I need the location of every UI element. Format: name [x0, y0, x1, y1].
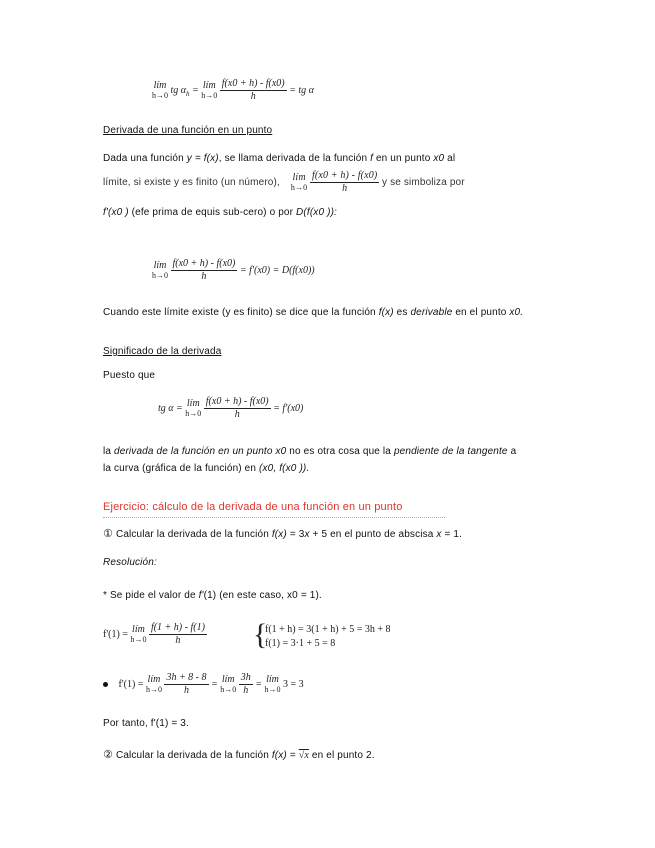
emphasis-derivable: derivable [410, 307, 453, 318]
lim-sub: h→0 [290, 182, 308, 192]
function-notation: f(x) [378, 307, 394, 318]
circled-one-icon: ① [103, 527, 114, 540]
equation-limit-tangent [152, 78, 314, 103]
derivable-paragraph [103, 307, 523, 318]
emphasis-pendiente: pendiente de la tangente [393, 446, 508, 457]
function-notation: y = f(x) [186, 153, 219, 164]
significado-line-1 [103, 446, 516, 457]
lim-sub: h→0 [201, 90, 218, 100]
text: a [507, 446, 517, 457]
fraction-denominator: h [183, 685, 189, 696]
tg-alpha: tg α [170, 84, 187, 96]
significado-line-2 [103, 463, 309, 474]
text: Cuando este límite existe (y es finito) se dice que la función [103, 307, 379, 318]
se-pide-line [103, 590, 322, 601]
text: y se simboliza por [382, 176, 465, 188]
text: Calcular la derivada de la función [113, 750, 272, 761]
exercise-item-2 [103, 748, 375, 761]
text: la curva (gráfica de la función) en [103, 463, 260, 474]
point-symbol: x0. [509, 307, 524, 318]
equation-rhs: = f'(x0) [273, 402, 304, 414]
lim-sub: h→0 [220, 684, 237, 694]
definition-line-3 [103, 207, 337, 218]
lim-sub: h→0 [152, 270, 168, 280]
sqrt-expression: √x [298, 750, 309, 761]
equation-lhs: f'(1) = [103, 628, 128, 640]
equation-tangent-derivative [158, 396, 303, 421]
fraction-denominator: h [342, 183, 348, 194]
lim-word: lím [147, 673, 161, 685]
text: Calcular la derivada de la función [113, 529, 272, 540]
equation-f-prime-1-setup [103, 622, 207, 647]
equals: = [211, 678, 218, 690]
text: (1) (en este caso, x0 = 1). [203, 590, 322, 601]
fraction-numerator: f(1 + h) - f(1) [150, 622, 205, 633]
variable: x [436, 529, 442, 540]
text: , se llama derivada de la función [218, 153, 371, 164]
emphasis-derivada: derivada de la función en un punto [114, 446, 276, 457]
text: + 5 en el punto de abscisa [309, 529, 437, 540]
lim-sub: h→0 [145, 684, 162, 694]
resolucion-label: Resolución: [103, 557, 157, 568]
text: no es otra cosa que la [286, 446, 394, 457]
equation-lhs: f'(1) = [118, 678, 144, 690]
equation-rhs: 3 = 3 [283, 678, 304, 690]
brace-symbol: { [253, 618, 268, 651]
lim-word: lím [202, 79, 216, 91]
text: límite, si existe y es finito (un número), [103, 176, 280, 188]
text: la [103, 446, 115, 457]
lim-word: lím [292, 171, 306, 183]
tg-sub: h [186, 89, 190, 98]
equals: = [255, 678, 263, 690]
definition-line-1 [103, 153, 455, 164]
text: * Se pide el valor de [103, 590, 199, 601]
text: al [444, 153, 456, 164]
lim-word: lím [186, 397, 200, 409]
point-coordinates: (x0, f(x0 )). [259, 463, 310, 474]
text: (efe prima de equis sub-cero) o por [131, 207, 297, 218]
variable: x [304, 529, 310, 540]
brace-case-2: f(1) = 3·1 + 5 = 8 [265, 638, 336, 649]
heading-derivada-punto: Derivada de una función en un punto [103, 125, 273, 136]
lim-sub: h→0 [264, 684, 281, 694]
fraction-denominator: h [243, 685, 249, 696]
text: = 1. [441, 529, 463, 540]
fraction-denominator: h [234, 409, 240, 420]
function-notation: f(x) [271, 750, 287, 761]
exercise-title: Ejercicio: cálculo de la derivada de una función en un punto [103, 501, 403, 513]
equation-f-prime-1-result [103, 672, 304, 697]
fraction-numerator: 3h [240, 672, 251, 683]
lim-sub: h→0 [152, 90, 168, 100]
fraction-denominator: h [250, 91, 256, 102]
fraction-denominator: h [175, 635, 181, 646]
derivative-notation-d: D(f(x0 )): [296, 207, 337, 218]
function-notation: f(x) [271, 529, 287, 540]
fraction-denominator: h [201, 271, 207, 282]
text: Dada una función [103, 153, 187, 164]
equals: = [192, 84, 199, 96]
equation-derivative-definition [152, 258, 315, 283]
equation-lhs: tg α = [158, 402, 183, 414]
text: es [393, 307, 411, 318]
text: en un punto [373, 153, 434, 164]
fraction-numerator: 3h + 8 - 8 [166, 672, 207, 683]
brace-case-1: f(1 + h) = 3(1 + h) + 5 = 3h + 8 [265, 624, 391, 635]
fraction-numerator: f(x0 + h) - f(x0) [311, 170, 378, 181]
text: en el punto [452, 307, 510, 318]
lim-word: lím [153, 79, 167, 91]
bullet-icon [103, 682, 108, 687]
equation-rhs: = f'(x0) = D(f(x0)) [239, 264, 315, 276]
text: en el punto 2. [308, 750, 375, 761]
definition-line-2 [103, 170, 465, 195]
lim-sub: h→0 [130, 634, 147, 644]
function-symbol: f [370, 153, 374, 164]
equation-rhs: = tg α [289, 84, 314, 96]
point-symbol: x0 [433, 153, 445, 164]
puesto-que: Puesto que [103, 370, 156, 381]
lim-word: lím [266, 673, 279, 685]
fraction-numerator: f(x0 + h) - f(x0) [172, 258, 236, 269]
fraction-numerator: f(x0 + h) - f(x0) [221, 78, 285, 89]
heading-significado: Significado de la derivada [103, 346, 222, 357]
lim-word: lím [153, 259, 167, 271]
exercise-item-1 [103, 527, 462, 540]
exercise-divider [103, 517, 445, 518]
derivative-notation: f'(x0 ) [103, 207, 132, 218]
derivative-symbol: f' [198, 590, 204, 601]
lim-word: lím [132, 623, 145, 635]
lim-word: lím [221, 673, 235, 685]
fraction-numerator: f(x0 + h) - f(x0) [205, 396, 269, 407]
lim-sub: h→0 [185, 408, 202, 418]
text: = 3 [286, 529, 305, 540]
point-symbol: x0 [275, 446, 287, 457]
por-tanto-line: Por tanto, f'(1) = 3. [103, 718, 189, 729]
text: = [286, 750, 299, 761]
circled-two-icon: ② [103, 748, 114, 761]
